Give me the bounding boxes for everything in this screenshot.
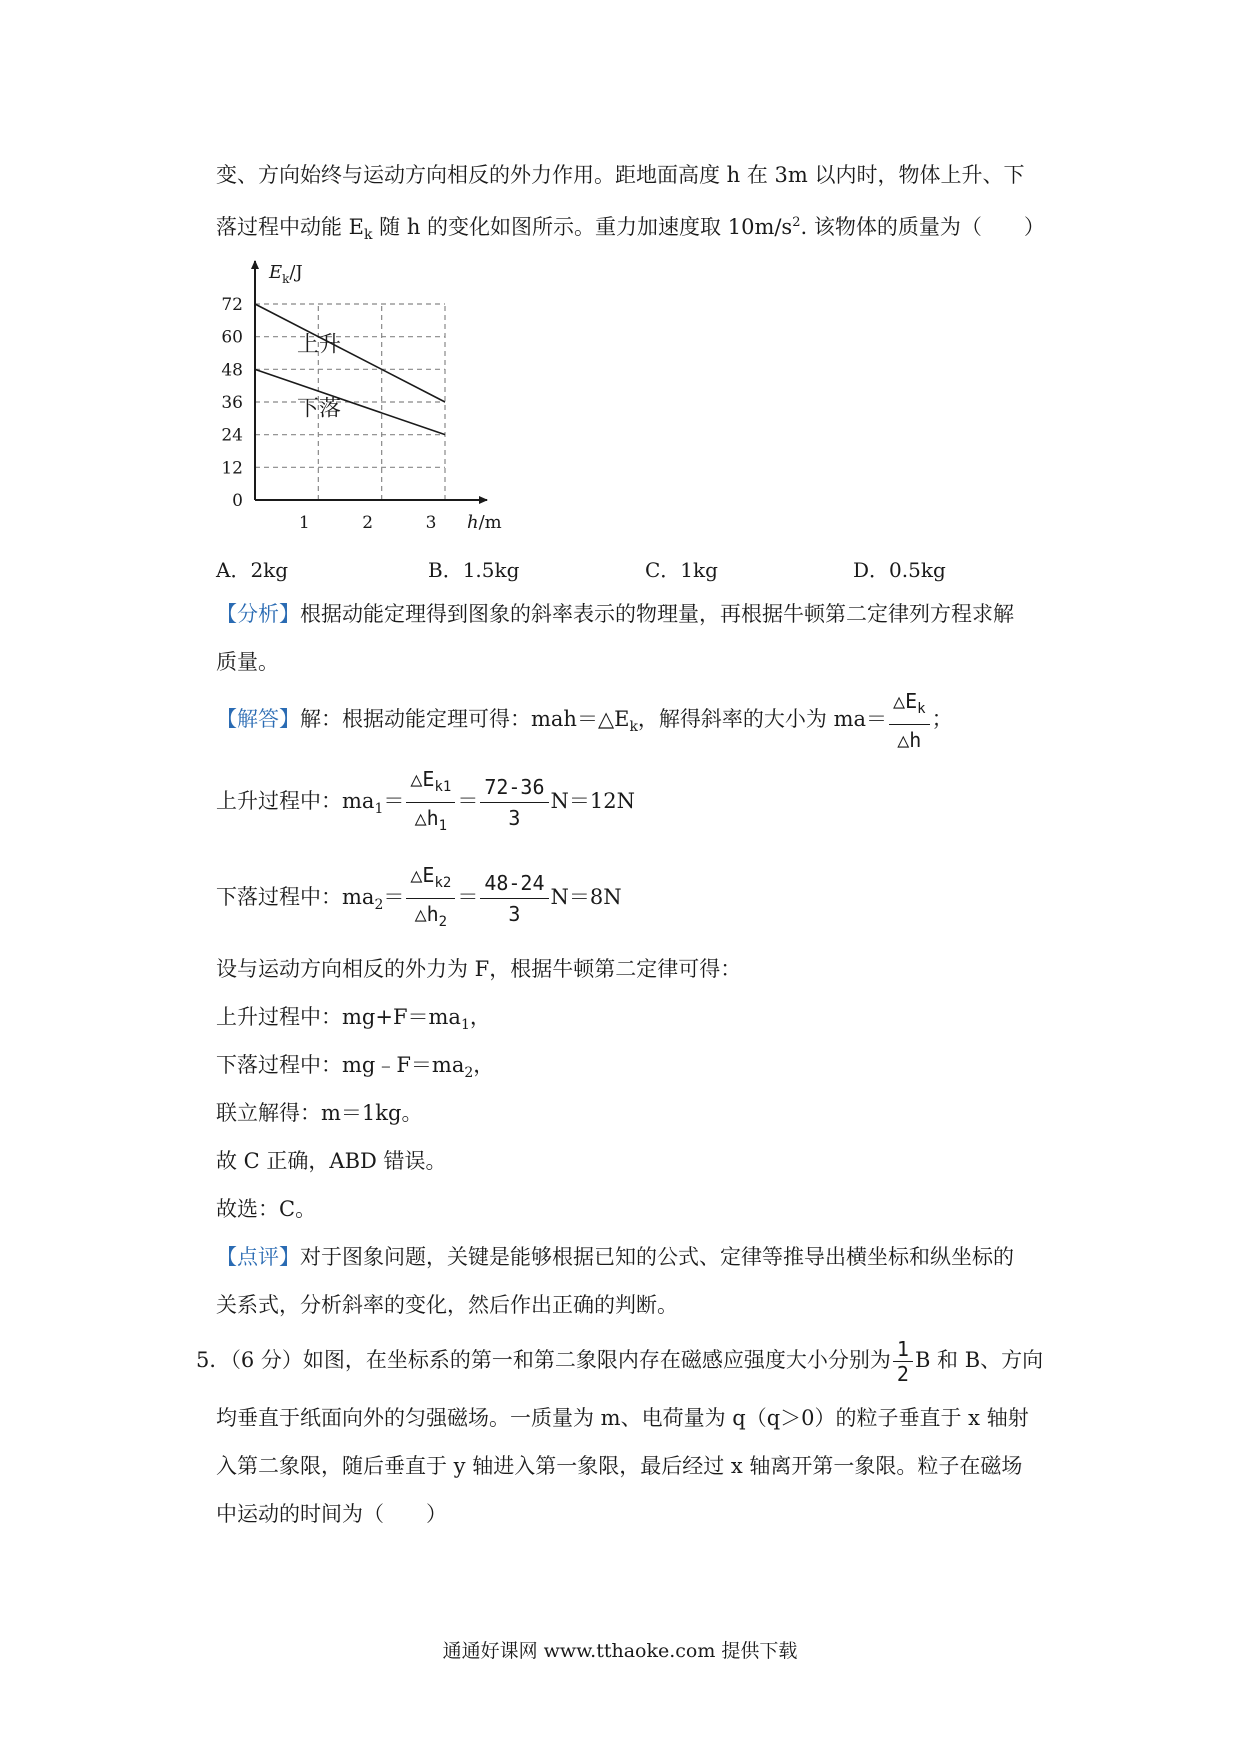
up-fraction-2: $\frac{72-36}{3}$ — [480, 772, 548, 833]
comment-line-1: 【点评】对于图象问题，关键是能够根据已知的公式、定律等推导出横坐标和纵坐标的 — [216, 1245, 1014, 1269]
x-tick-label: 3 — [425, 513, 437, 533]
series-label-1: 上升 — [297, 332, 342, 358]
problem5-line-4: 中运动的时间为（ ） — [216, 1502, 447, 1526]
footer: 通通好课网 www.tthaoke.com 提供下载 — [442, 1640, 798, 1662]
eq-down-line: 下落过程中：$mg﹣F=ma_2$， — [216, 1053, 495, 1082]
y-tick-label: 24 — [221, 425, 243, 446]
problem5-line-1: 5．（6 分）如图，在坐标系的第一和第二象限内存在磁感应强度大小分别为 $\frac{1}{2}$ B 和 B、方向 — [196, 1337, 1044, 1386]
choice-line: 故选：C。 — [216, 1197, 317, 1221]
analysis-line-1: 【分析】根据动能定理得到图象的斜率表示的物理量，再根据牛顿第二定律列方程求解 — [216, 602, 1014, 626]
stem-line-2: 落过程中动能 $E_k$ 随 h 的变化如图所示。重力加速度取 $10m/s^2$. 该物体的质量为（ ） — [216, 215, 1045, 244]
down-fraction-2: $\frac{48-24}{3}$ — [480, 868, 548, 929]
y-tick-label: 36 — [221, 393, 243, 413]
x-tick-label: 1 — [298, 513, 310, 533]
down-fraction-1: $\frac{\triangle E_{k2}}{\triangle h_2}$ — [406, 860, 455, 937]
stem-line-1: 变、方向始终与运动方向相反的外力作用。距地面高度 h 在 3m 以内时，物体上升、下 — [216, 163, 1025, 187]
joint-line: 联立解得：m＝1kg。 — [216, 1101, 423, 1125]
up-fraction-1: $\frac{\triangle E_{k1}}{\triangle h_1}$ — [406, 764, 455, 841]
solution-tag: 【解答】 — [216, 707, 300, 731]
comment-line-2: 关系式，分析斜率的变化，然后作出正确的判断。 — [216, 1293, 678, 1317]
verdict-line: 故 C 正确，ABD 错误。 — [216, 1149, 447, 1173]
series-label-2: 下落 — [297, 396, 342, 422]
option-d: D．0.5kg — [853, 558, 946, 582]
analysis-line-2: 质量。 — [216, 650, 279, 674]
y-tick-label: 12 — [221, 458, 243, 479]
eq-up-line: 上升过程中：$mg+F=ma_1$， — [216, 1005, 491, 1034]
problem5-line-3: 入第二象限，随后垂直于 y 轴进入第一象限，最后经过 x 轴离开第一象限。粒子在磁场 — [216, 1454, 1023, 1478]
y-tick-label: 48 — [221, 360, 243, 381]
up-process-eq: 上升过程中：$ma_1=$ $\frac{\triangle E_{k1}}{\triangle h_1}$ ＝ $\frac{72-36}{3}$ N＝12N — [216, 764, 635, 841]
y-axis-label: $E_k/J$ — [269, 262, 303, 286]
option-c: C．1kg — [645, 558, 718, 582]
slope-fraction: $\frac{\triangle E_k}{\triangle h}$ — [889, 686, 930, 755]
x-axis-label: h/m — [467, 512, 502, 533]
y-tick-label: 72 — [221, 295, 243, 315]
problem5-line-2: 均垂直于纸面向外的匀强磁场。一质量为 m、电荷量为 q（q＞0）的粒子垂直于 x 轴射 — [216, 1406, 1029, 1430]
comment-tag: 【点评】 — [216, 1245, 300, 1269]
option-a: A．2kg — [216, 558, 289, 582]
y-tick-label: 0 — [232, 491, 243, 511]
analysis-tag: 【分析】 — [216, 602, 300, 626]
y-tick-label: 60 — [221, 327, 243, 348]
half-fraction: $\frac{1}{2}$ — [893, 1337, 913, 1386]
series-line-1 — [255, 304, 445, 402]
x-tick-label: 2 — [362, 513, 374, 533]
setup-line: 设与运动方向相反的外力为 F，根据牛顿第二定律可得： — [216, 957, 742, 981]
option-b: B．1.5kg — [428, 558, 520, 582]
down-process-eq: 下落过程中：$ma_2=$ $\frac{\triangle E_{k2}}{\triangle h_2}$ ＝ $\frac{48-24}{3}$ N＝8N — [216, 860, 622, 937]
ek-h-chart — [205, 255, 525, 545]
solution-intro: 【解答】解：根据动能定理可得：$mah=\triangle E_k$，解得斜率的大小为 ma＝ $\frac{\triangle E_k}{\triangle h}$ ； — [216, 686, 953, 757]
